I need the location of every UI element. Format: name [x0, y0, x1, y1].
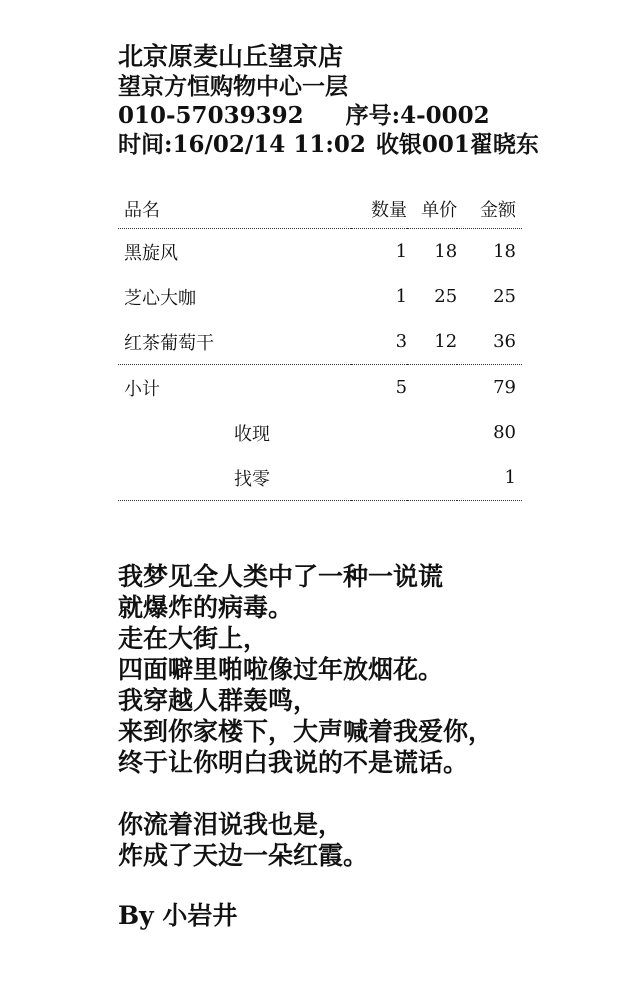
store-address: 望京方恒购物中心一层	[118, 73, 348, 100]
poem-line: 就爆炸的病毒。	[118, 593, 294, 622]
item-name: 芝心大咖	[124, 287, 196, 309]
item-qty: 1	[395, 286, 408, 307]
column-header-qty: 数量	[371, 200, 408, 221]
poem-line: 终于让你明白我说的不是谎话。	[118, 748, 469, 777]
items-table	[118, 190, 522, 501]
poem	[118, 561, 618, 871]
poem-line: 你流着泪说我也是，	[118, 810, 344, 839]
stanza-gap	[118, 778, 618, 809]
subtotal-qty: 5	[395, 377, 408, 398]
poem-line: 走在大街上，	[118, 624, 269, 653]
poem-line: 四面噼里啪啦像过年放烟花。	[118, 655, 444, 684]
table-header	[118, 190, 522, 229]
poem-line: 我穿越人群轰鸣，	[118, 686, 319, 715]
poem-line: 我梦见全人类中了一种一说谎	[118, 562, 444, 591]
subtotal-amount: 79	[493, 377, 516, 398]
column-header-price: 单价	[421, 200, 458, 221]
phone-serial-line	[118, 101, 522, 130]
store-name: 北京原麦山丘望京店	[118, 42, 344, 71]
receipt	[118, 42, 539, 490]
item-amount: 25	[493, 286, 516, 307]
column-header-name: 品名	[124, 200, 160, 221]
cash-row	[118, 410, 522, 455]
column-header-amount: 金额	[480, 200, 516, 221]
poem-line: 炸成了天边一朵红霞。	[118, 841, 369, 870]
item-amount: 36	[493, 331, 516, 352]
change-label: 找零	[234, 468, 270, 490]
item-qty: 1	[395, 241, 408, 262]
poem-line: 来到你家楼下，大声喊着我爱你，	[118, 717, 494, 746]
change-row	[118, 455, 522, 501]
item-amount: 18	[493, 241, 516, 262]
item-qty: 3	[395, 331, 408, 352]
cash-amount: 80	[493, 422, 516, 443]
item-name: 黑旋风	[124, 242, 178, 264]
receipt-time: 时间:16/02/14 11:02	[118, 131, 366, 158]
subtotal-row	[118, 365, 522, 411]
subtotal-label: 小计	[124, 378, 160, 400]
serial-number: 序号:4-0002	[345, 102, 490, 129]
item-price: 25	[434, 286, 458, 307]
change-amount: 1	[504, 467, 516, 488]
table-row	[118, 229, 522, 275]
store-phone: 010-57039392	[118, 102, 304, 129]
item-price: 12	[434, 331, 458, 352]
table-row	[118, 274, 522, 319]
table-row	[118, 319, 522, 365]
poem-author: By 小岩井	[118, 901, 238, 930]
cashier: 收银001翟晓东	[375, 131, 539, 158]
cash-label: 收现	[234, 423, 270, 445]
time-cashier-line	[118, 130, 539, 159]
item-name: 红茶葡萄干	[124, 332, 214, 354]
item-price: 18	[434, 241, 458, 262]
